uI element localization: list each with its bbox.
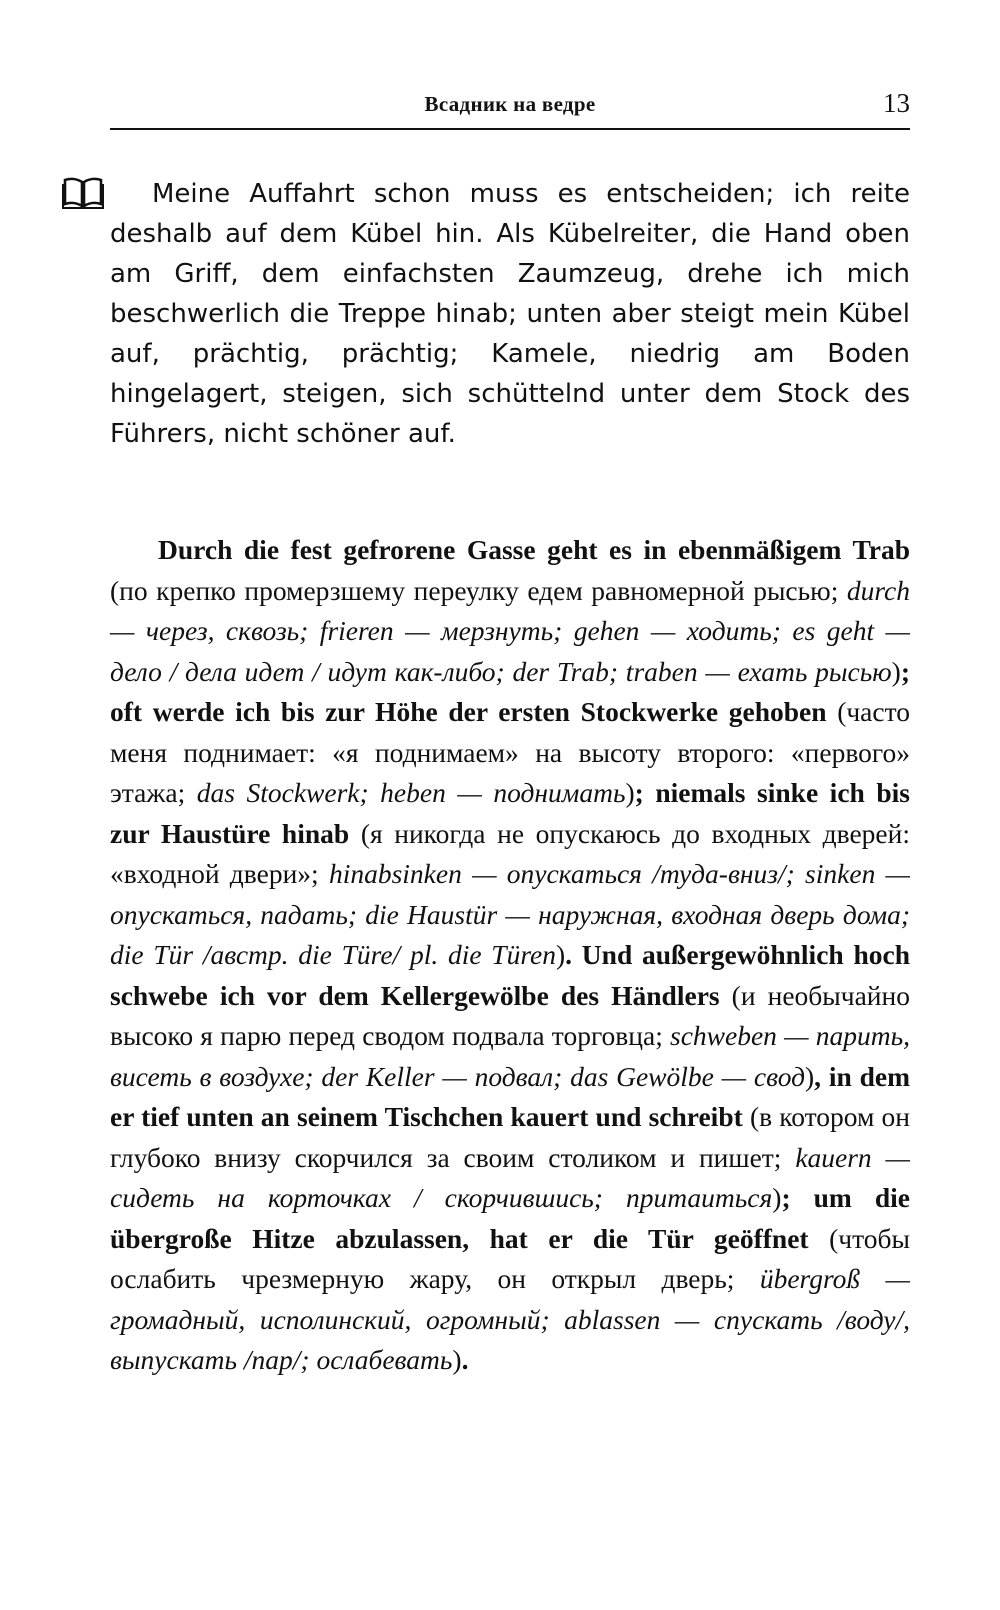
commentary-run-italic: kauern — сидеть на корточках / скорчившись; притаиться (110, 1141, 910, 1213)
commentary-run-bold: Durch die fest gefrorene Gasse geht es in ebenmäßigem Trab (158, 534, 910, 565)
commentary-run-normal: ) (452, 1344, 462, 1375)
annotated-translation (110, 530, 910, 1381)
commentary-run-bold: , in dem er tief unten an seinem Tischchen kauert und schreibt (110, 1060, 910, 1132)
running-title: Всадник на ведре (424, 92, 596, 116)
commentary-run-bold: . Und außergewöhnlich hoch schwebe ich vor dem Kellergewölbe des Händlers (110, 939, 910, 1011)
open-book-icon (62, 176, 104, 210)
commentary-run-bold: ; niemals sinke ich bis zur Haustüre hinab (110, 777, 910, 849)
commentary-run-normal: (по крепко промерзшему переулку едем равномерной рысью; (110, 574, 847, 606)
commentary-run-italic: durch — через, сквозь; frieren — мерзнуть; gehen — ходить; es geht — дело / дела идет / идут как-либо; der Trab; traben — ехать рысью (110, 574, 910, 687)
commentary-run-normal: (в котором он глубоко внизу скорчился за своим столиком и пишет; (110, 1101, 910, 1173)
commentary-run-bold: . (461, 1344, 469, 1375)
commentary-paragraph (110, 530, 910, 1381)
commentary-run-normal: ) (891, 655, 901, 687)
page-number: 13 (883, 88, 910, 118)
commentary-run-italic: schweben — парить, висеть в воздухе; der Keller — подвал; das Gewölbe — свод (110, 1020, 910, 1092)
commentary-run-normal: ) (772, 1182, 782, 1213)
commentary-run-normal: (я никогда не опускаюсь до входных дверей: «входной двери»; (110, 817, 910, 889)
commentary-run-bold: ; um die übergroße Hitze abzulassen, hat er die Tür geöffnet (110, 1182, 910, 1254)
original-paragraph: Meine Auffahrt schon muss es entscheiden; ich reite deshalb auf dem Kübel hin. Als Kübelreiter, die Hand oben am Griff, dem einfachsten Zaumzeug, drehe ich mich beschwerlich die Treppe hinab; unten aber steigt mein Kübel auf, prächtig, prächtig; Kamele, niedrig am Boden hingelagert, steigen, sich schüttelnd unter dem Stock des Führers, nicht schöner auf. (110, 179, 910, 449)
page-header (110, 88, 910, 130)
commentary-run-normal: (чтобы ослабить чрезмерную жару, он открыл дверь; (110, 1222, 910, 1294)
commentary-run-italic: hinabsinken — опускаться /туда-вниз/; sinken — опускаться, падать; die Haustür — наружная, входная дверь дома; die Tür /австр. die Türe/ pl. die Türen (110, 858, 911, 970)
commentary-run-italic: übergroß — громадный, исполинский, огромный; ablassen — спускать /воду/, выпускать /пар/; ослабевать (110, 1263, 911, 1375)
commentary-run-normal: ) (556, 939, 566, 970)
commentary-run-italic: das Stockwerk; heben — поднимать (196, 777, 626, 808)
commentary-run-normal: ) (625, 777, 635, 808)
commentary-run-normal: ) (805, 1060, 815, 1092)
commentary-run-bold: ; oft werde ich bis zur Höhe der ersten Stockwerke gehoben (110, 655, 910, 727)
original-text (110, 174, 910, 454)
commentary-run-normal: (часто меня поднимает: «я поднимаем» на высоту второго: «первого» этажа; (110, 696, 910, 808)
commentary-run-normal: (и необычайно высоко я парю перед сводом подвала торговца; (110, 979, 910, 1051)
